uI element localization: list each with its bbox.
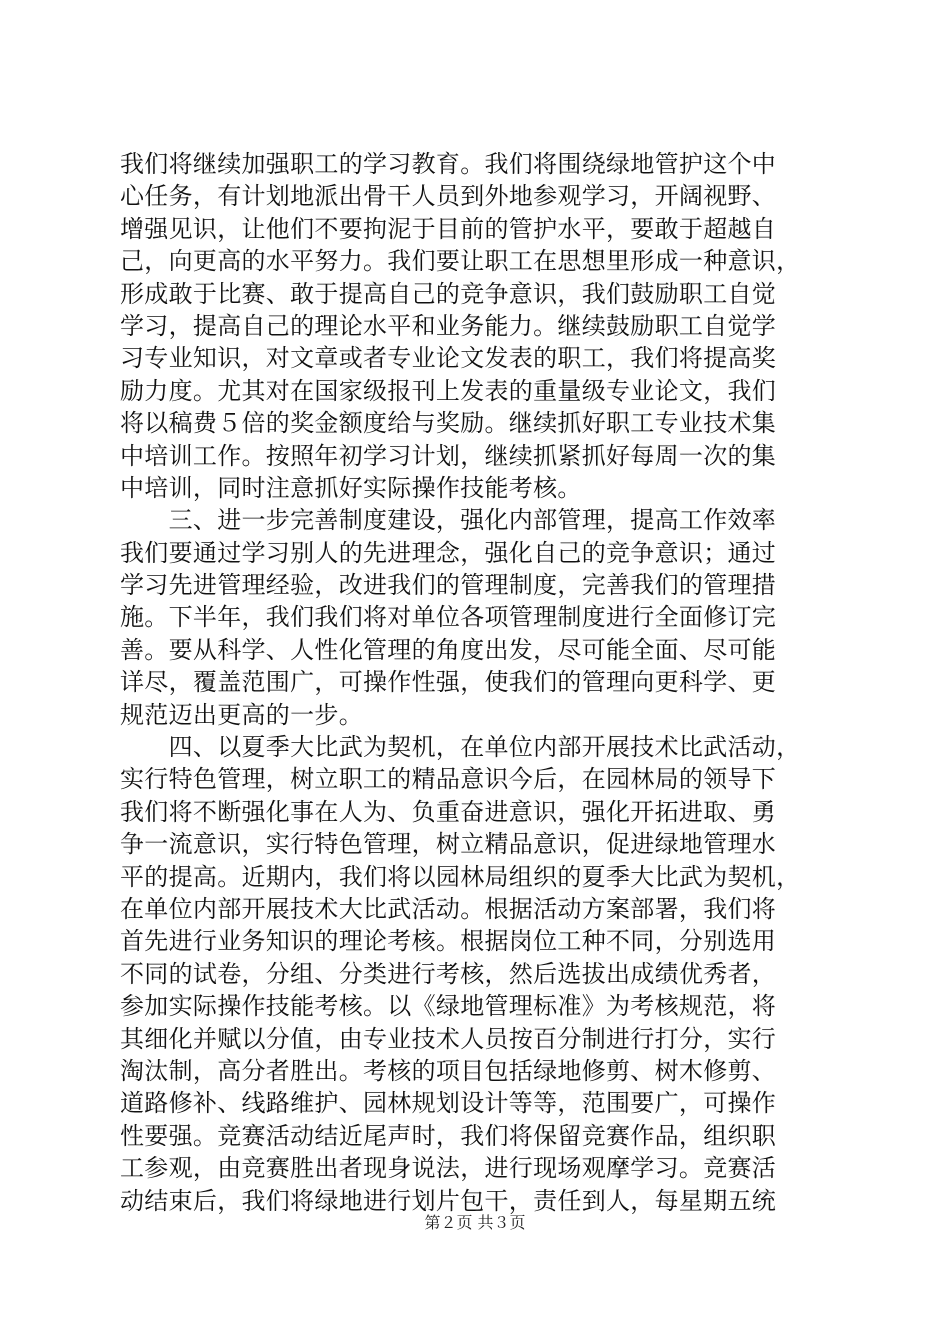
text-line: 己，向更高的水平努力。我们要让职工在思想里形成一种意识， bbox=[120, 247, 801, 276]
text-line: 我们要通过学习别人的先进理念，强化自己的竞争意识；通过 bbox=[120, 538, 777, 567]
text-line: 不同的试卷，分组、分类进行考核，然后选拔出成绩优秀者， bbox=[120, 959, 777, 988]
text-line: 详尽，覆盖范围广，可操作性强，使我们的管理向更科学、更 bbox=[120, 668, 777, 697]
text-line: 淘汰制，高分者胜出。考核的项目包括绿地修剪、树木修剪、 bbox=[120, 1056, 777, 1085]
text-line: 增强见识，让他们不要拘泥于目前的管护水平，要敢于超越自 bbox=[120, 214, 777, 243]
text-line: 我们将继续加强职工的学习教育。我们将围绕绿地管护这个中 bbox=[120, 150, 777, 178]
text-line: 中培训工作。按照年初学习计划，继续抓紧抓好每周一次的集 bbox=[120, 441, 777, 470]
body-text bbox=[120, 148, 835, 1217]
text-line: 规范迈出更高的一步。 bbox=[120, 700, 363, 729]
text-line: 习专业知识，对文章或者专业论文发表的职工，我们将提高奖 bbox=[120, 344, 777, 373]
page-number-footer: 第２页 共３页 bbox=[424, 1213, 526, 1232]
text-line: 争一流意识，实行特色管理，树立精品意识，促进绿地管理水 bbox=[120, 830, 777, 859]
text-line: 善。要从科学、人性化管理的角度出发，尽可能全面、尽可能 bbox=[120, 635, 777, 664]
section-heading-4: 四、以夏季大比武为契机，在单位内部开展技术比武活动， bbox=[120, 733, 801, 762]
text-line: 动结束后，我们将绿地进行划片包干，责任到人，每星期五统 bbox=[120, 1186, 777, 1215]
text-line: 励力度。尤其对在国家级报刊上发表的重量级专业论文，我们 bbox=[120, 376, 777, 405]
text-line: 形成敢于比赛、敢于提高自己的竞争意识，我们鼓励职工自觉 bbox=[120, 279, 777, 308]
text-line: 工参观，由竞赛胜出者现身说法，进行现场观摩学习。竞赛活 bbox=[120, 1154, 777, 1183]
text-line: 道路修补、线路维护、园林规划设计等等，范围要广，可操作 bbox=[120, 1089, 777, 1118]
text-line: 中培训，同时注意抓好实际操作技能考核。 bbox=[120, 473, 582, 502]
text-line: 首先进行业务知识的理论考核。根据岗位工种不同，分别选用 bbox=[120, 927, 777, 956]
text-line: 学习先进管理经验，改进我们的管理制度，完善我们的管理措 bbox=[120, 571, 777, 600]
text-line: 学习，提高自己的理论水平和业务能力。继续鼓励职工自觉学 bbox=[120, 311, 777, 340]
section-heading-3: 三、进一步完善制度建设，强化内部管理，提高工作效率 bbox=[120, 506, 777, 535]
text-line: 将以稿费５倍的奖金额度给与奖励。继续抓好职工专业技术集 bbox=[120, 409, 777, 438]
text-line: 我们将不断强化事在人为、负重奋进意识，强化开拓进取、勇 bbox=[120, 797, 777, 826]
text-line: 平的提高。近期内，我们将以园林局组织的夏季大比武为契机， bbox=[120, 862, 801, 891]
text-line: 其细化并赋以分值，由专业技术人员按百分制进行打分，实行 bbox=[120, 1024, 777, 1053]
text-line: 实行特色管理，树立职工的精品意识今后，在园林局的领导下 bbox=[120, 765, 777, 794]
text-line: 性要强。竞赛活动结近尾声时，我们将保留竞赛作品，组织职 bbox=[120, 1121, 777, 1150]
text-line: 施。下半年，我们我们将对单位各项管理制度进行全面修订完 bbox=[120, 603, 777, 632]
text-line: 心任务，有计划地派出骨干人员到外地参观学习，开阔视野、 bbox=[120, 182, 777, 211]
text-line: 在单位内部开展技术大比武活动。根据活动方案部署，我们将 bbox=[120, 894, 777, 923]
text-line: 参加实际操作技能考核。以《绿地管理标准》为考核规范，将 bbox=[120, 992, 777, 1021]
